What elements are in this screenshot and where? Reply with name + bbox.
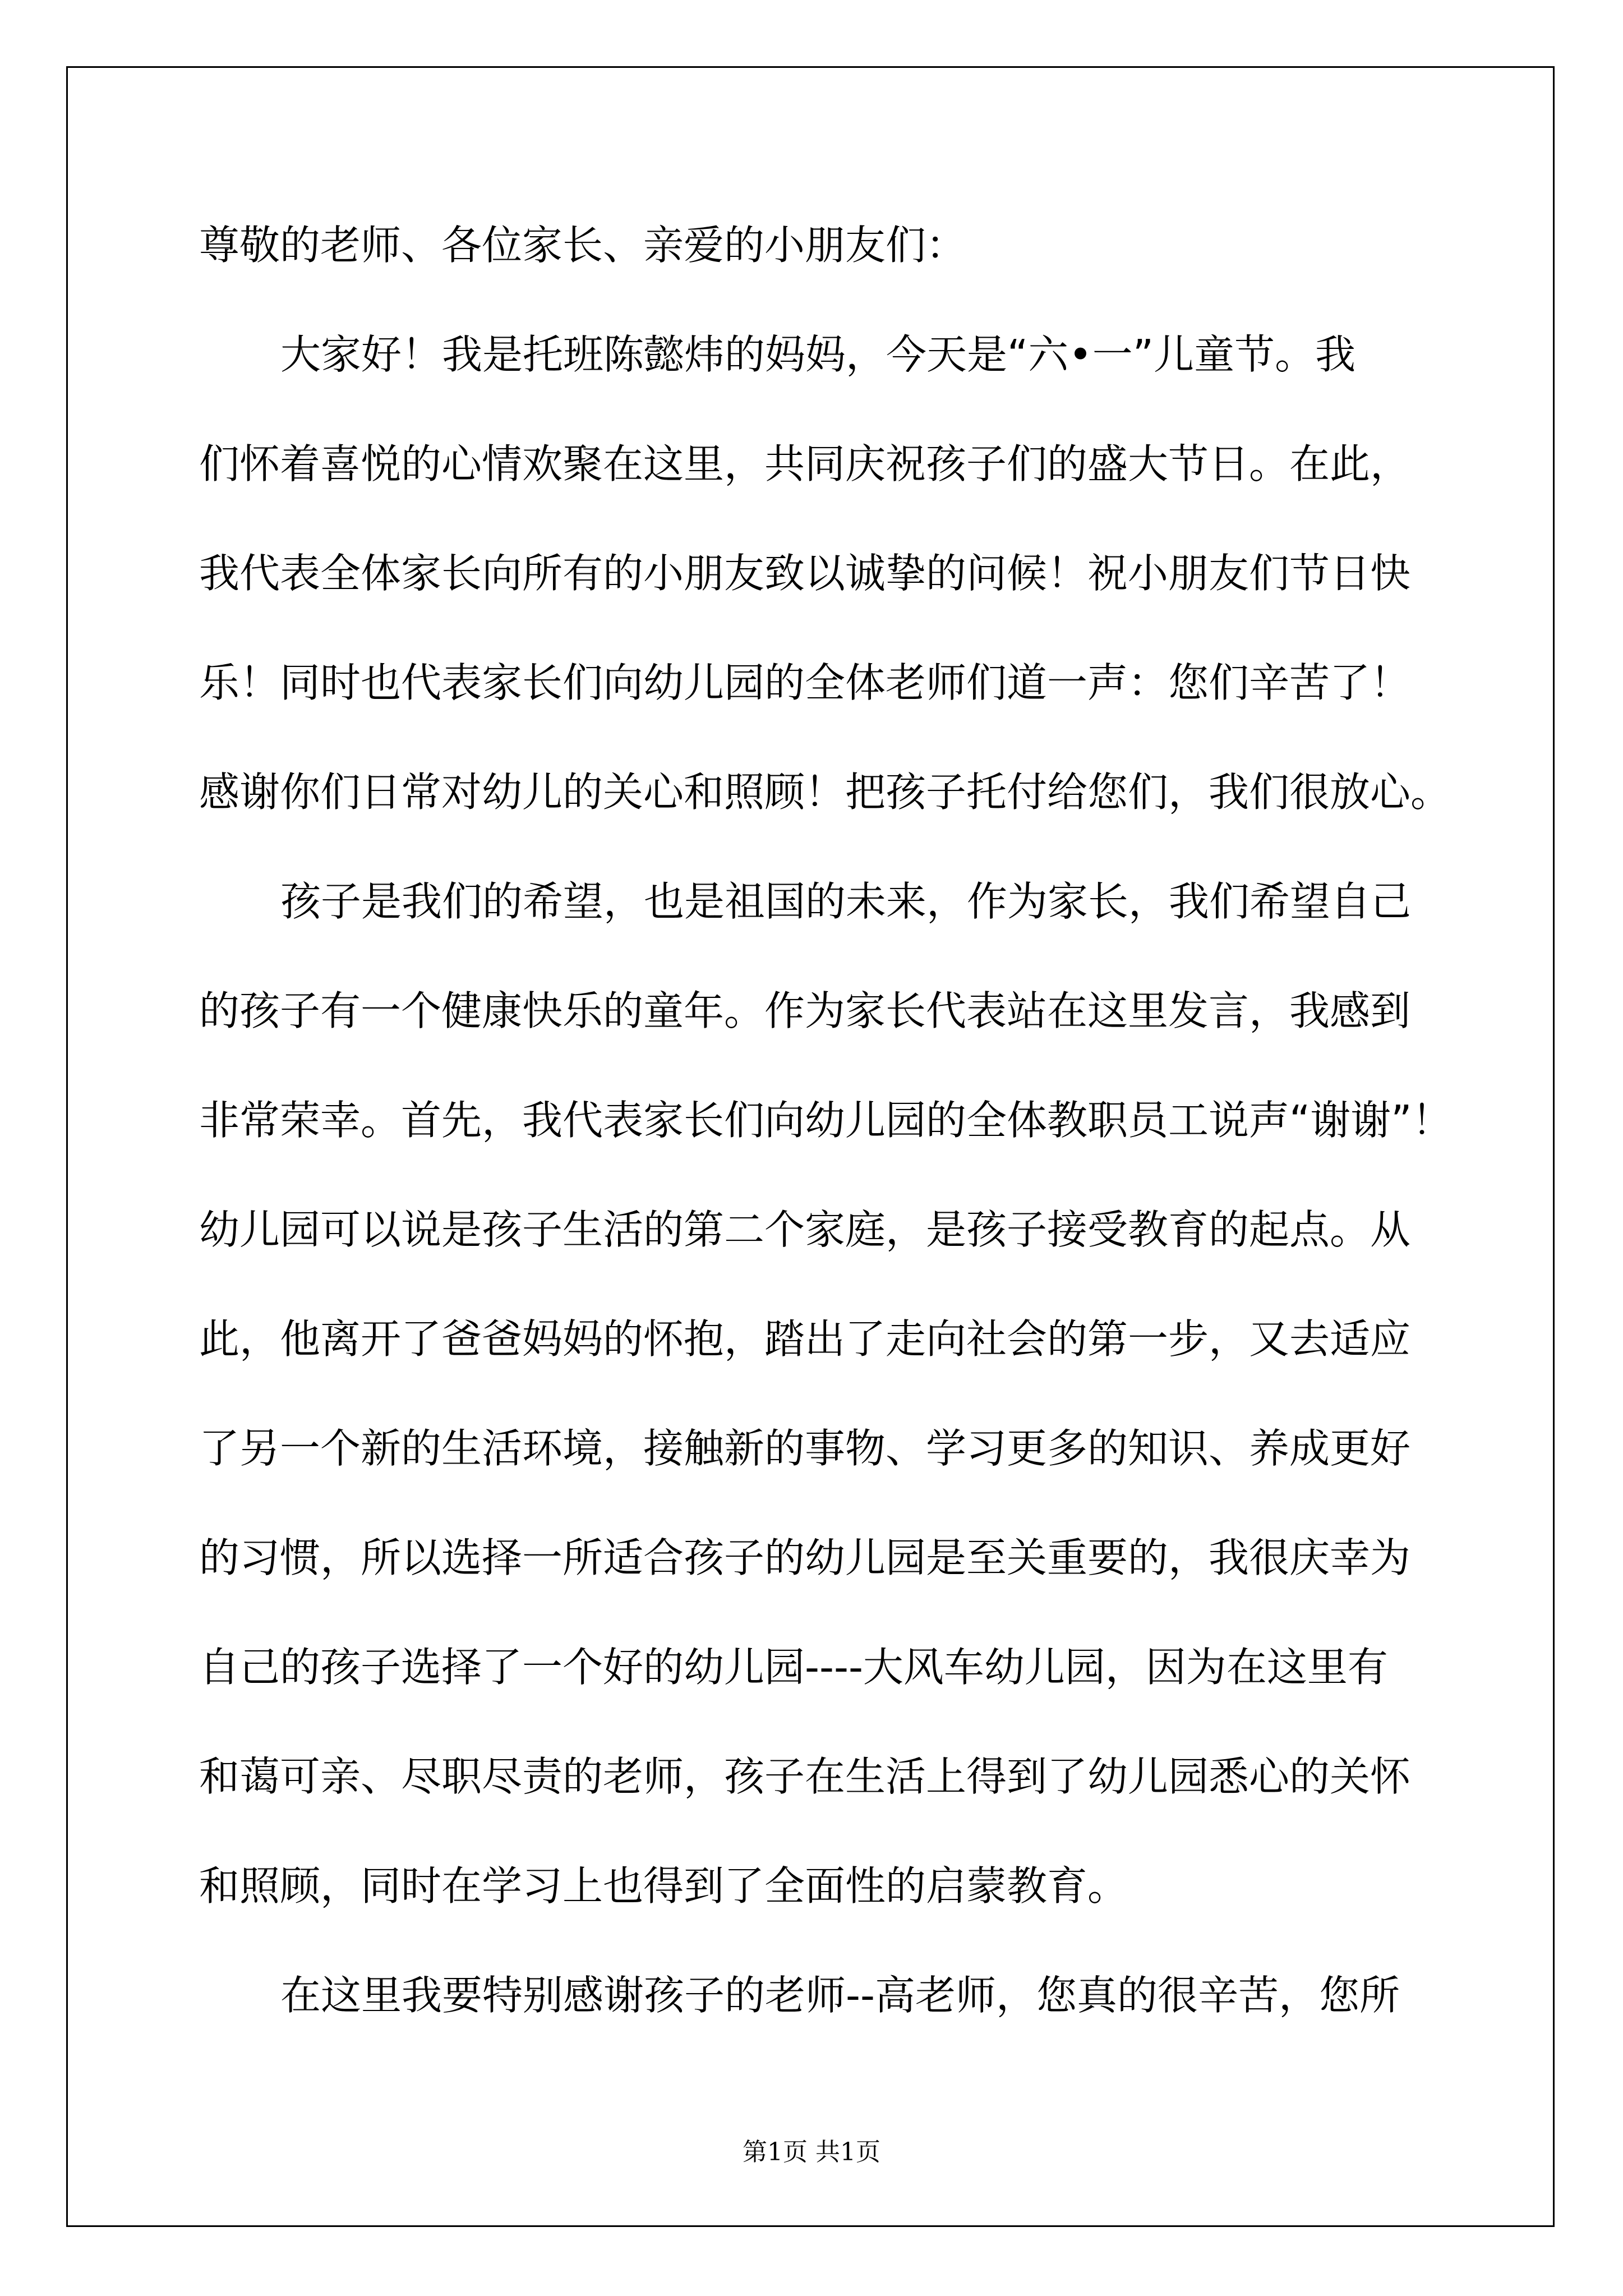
salutation-line: 尊敬的老师、各位家长、亲爱的小朋友们： bbox=[199, 222, 967, 269]
text-line: 和照顾，同时在学习上也得到了全面性的启蒙教育。 bbox=[199, 1862, 1128, 1910]
text-line: 幼儿园可以说是孩子生活的第二个家庭，是孩子接受教育的起点。从 bbox=[199, 1206, 1411, 1253]
text-line: 孩子是我们的希望，也是祖国的未来，作为家长，我们希望自己 bbox=[280, 878, 1412, 925]
text-line: 我代表全体家长向所有的小朋友致以诚挚的问候！祝小朋友们节日快 bbox=[199, 550, 1411, 597]
page-footer: 第1页 共1页 bbox=[743, 2138, 880, 2166]
text-line: 的习惯，所以选择一所适合孩子的幼儿园是至关重要的，我很庆幸为 bbox=[199, 1534, 1411, 1581]
text-line: 此，他离开了爸爸妈妈的怀抱，踏出了走向社会的第一步，又去适应 bbox=[199, 1315, 1411, 1363]
text-line: 们怀着喜悦的心情欢聚在这里，共同庆祝孩子们的盛大节日。在此， bbox=[199, 440, 1411, 487]
document-body bbox=[199, 191, 1453, 2050]
text-line: 和蔼可亲、尽职尽责的老师，孩子在生活上得到了幼儿园悉心的关怀 bbox=[199, 1753, 1411, 1800]
text-line: 的孩子有一个健康快乐的童年。作为家长代表站在这里发言，我感到 bbox=[199, 987, 1411, 1034]
text-line: 感谢你们日常对幼儿的关心和照顾！把孩子托付给您们，我们很放心。 bbox=[199, 769, 1451, 816]
text-line: 在这里我要特别感谢孩子的老师--高老师，您真的很辛苦，您所 bbox=[280, 1972, 1400, 2019]
text-line: 非常荣幸。首先，我代表家长们向幼儿园的全体教职员工说声“谢谢”！ bbox=[199, 1097, 1453, 1144]
text-line: 了另一个新的生活环境，接触新的事物、学习更多的知识、养成更好 bbox=[199, 1425, 1411, 1472]
text-line: 乐！同时也代表家长们向幼儿园的全体老师们道一声：您们辛苦了！ bbox=[199, 659, 1411, 706]
text-line: 大家好！我是托班陈懿炜的妈妈，今天是“六•一”儿童节。我 bbox=[280, 331, 1356, 378]
text-line: 自己的孩子选择了一个好的幼儿园----大风车幼儿园，因为在这里有 bbox=[199, 1644, 1388, 1691]
